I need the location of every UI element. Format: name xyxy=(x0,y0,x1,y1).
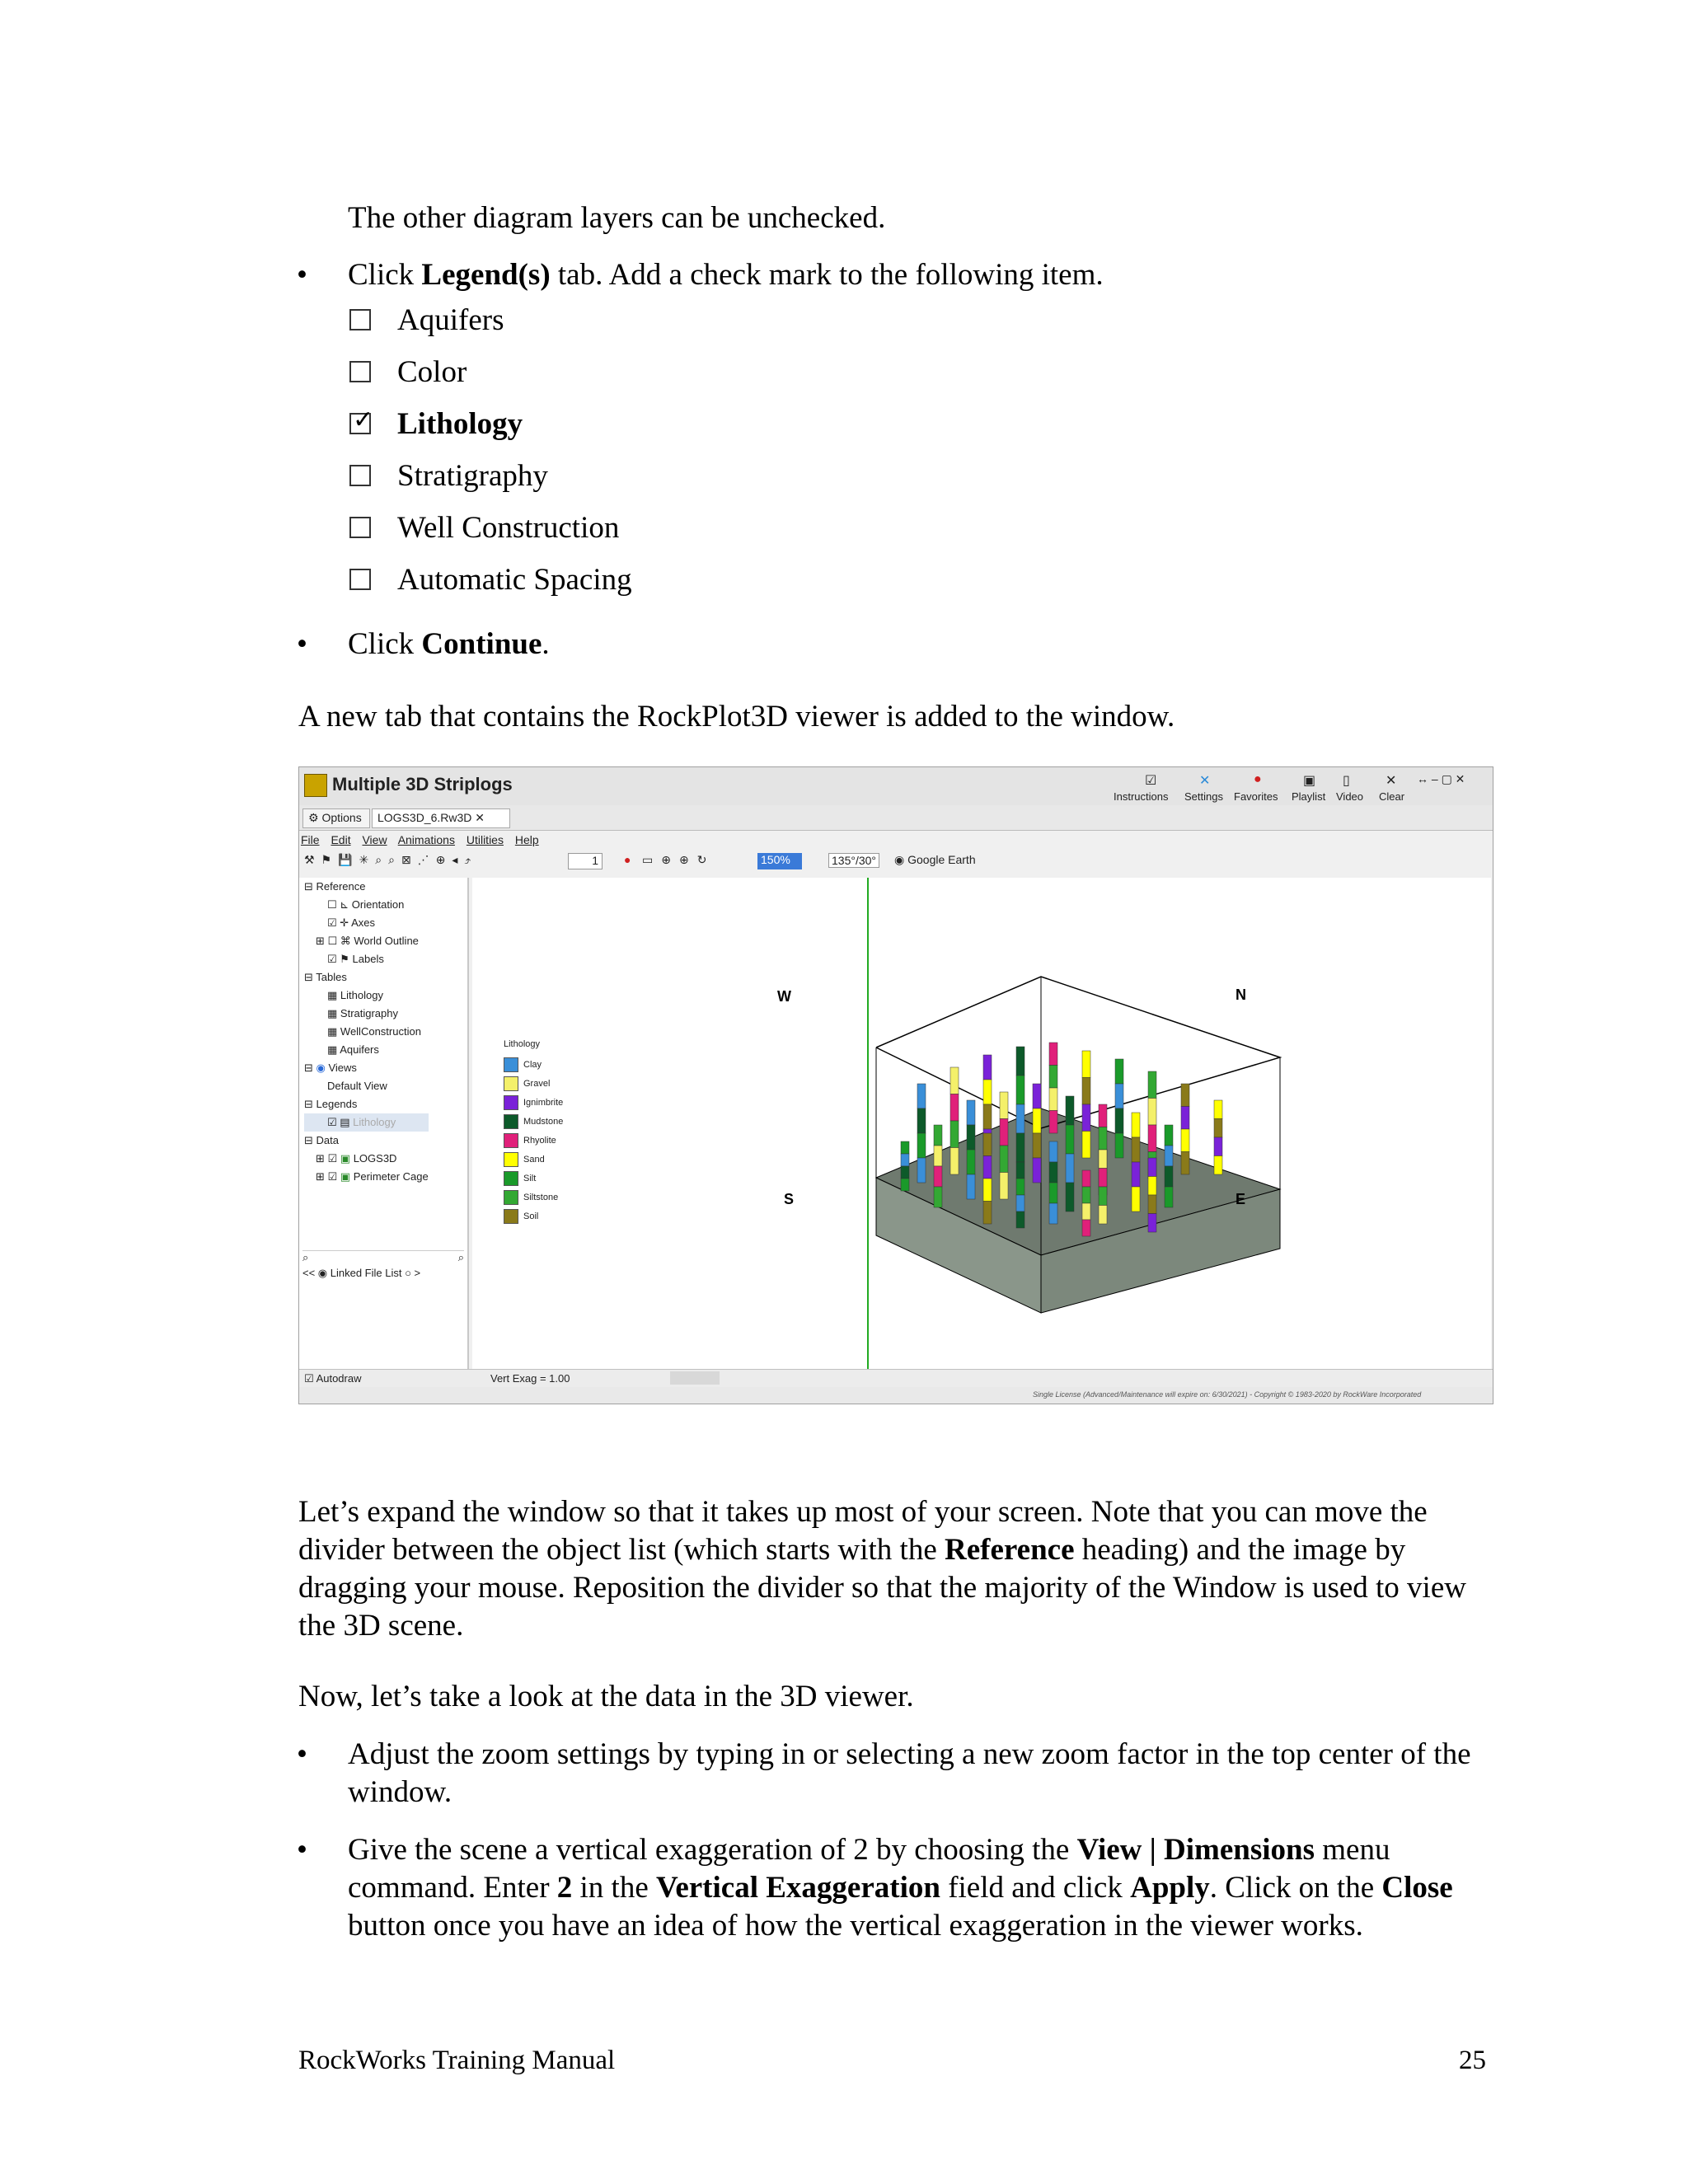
favorites-button[interactable]: Favorites xyxy=(1234,790,1278,803)
object-list-pane xyxy=(299,878,469,1369)
well-segment xyxy=(983,1080,992,1104)
settings-button[interactable]: Settings xyxy=(1184,790,1223,803)
well-segment xyxy=(1115,1133,1123,1158)
well-segment xyxy=(1066,1183,1074,1212)
legend-label: Silt xyxy=(523,1173,537,1183)
well-segment xyxy=(901,1154,909,1166)
zoom-select[interactable]: 150% xyxy=(757,853,802,869)
autodraw-checkbox[interactable]: ☑ Autodraw xyxy=(304,1372,362,1385)
divider-paragraph: Let’s expand the window so that it takes up most of your screen. Note that you can move the divider between the object list (which starts with the Reference heading) and the image by dragging your mouse. Reposition the divider so that the majority of the Window is used to view the 3D scene. xyxy=(298,1495,1466,1643)
look-at-data-line: Now, let’s take a look at the data in the 3D viewer. xyxy=(298,1680,914,1713)
well-segment xyxy=(1214,1137,1222,1156)
legend-label: Sand xyxy=(523,1154,545,1165)
tree-legends[interactable]: ⊟ Legends xyxy=(304,1098,358,1110)
well-segment xyxy=(901,1141,909,1154)
well-segment xyxy=(1148,1214,1156,1233)
checkbox-label-color: Color xyxy=(397,355,467,389)
bullet-dot: • xyxy=(297,258,307,292)
disabled-button xyxy=(670,1371,720,1385)
checkbox-lithology[interactable] xyxy=(349,405,374,434)
playlist-button[interactable]: Playlist xyxy=(1292,790,1326,803)
instructions-button[interactable]: Instructions xyxy=(1114,790,1169,803)
well-segment xyxy=(1115,1084,1123,1108)
well-segment xyxy=(1115,1108,1123,1133)
well-segment xyxy=(967,1174,975,1199)
app-title: Multiple 3D Striplogs xyxy=(332,774,513,794)
tab-options[interactable]: ⚙ Options xyxy=(302,808,370,828)
well-segment xyxy=(1099,1169,1107,1188)
rockplot3d-viewer[interactable] xyxy=(472,878,1491,1369)
well-segment xyxy=(950,1148,959,1175)
tree-axes[interactable]: ☑ ✛ Axes xyxy=(327,916,375,929)
well-segment xyxy=(1016,1212,1025,1228)
well-segment xyxy=(1082,1203,1090,1220)
well-segment xyxy=(1049,1088,1057,1111)
well-segment xyxy=(1082,1220,1090,1236)
vert-exag-readout: Vert Exag = 1.00 xyxy=(490,1372,570,1385)
google-earth-button[interactable]: ◉ Google Earth xyxy=(894,853,976,866)
well-segment xyxy=(1000,1092,1008,1119)
status-bar xyxy=(299,1369,1493,1388)
well-segment xyxy=(983,1156,992,1179)
clear-button[interactable]: Clear xyxy=(1379,790,1405,803)
well-segment xyxy=(1148,1099,1156,1126)
tree-orientation[interactable]: ☐ ⊾ Orientation xyxy=(327,898,405,911)
legend-instruction: Click Legend(s) tab. Add a check mark to the following item. xyxy=(348,258,1104,292)
checkbox-label-aquifers: Aquifers xyxy=(397,303,504,337)
menu-help[interactable]: Help xyxy=(514,833,539,846)
menu-edit[interactable]: Edit xyxy=(331,833,351,846)
tree-legend-lithology[interactable]: ☑ ▤ Lithology xyxy=(304,1113,429,1132)
checkbox-label-well-construction: Well Construction xyxy=(397,511,620,545)
tree-logs3d[interactable]: ⊞ ☑ ▣ LOGS3D xyxy=(316,1152,397,1165)
tree-tables[interactable]: ⊟ Tables xyxy=(304,971,347,983)
well-segment xyxy=(1181,1152,1189,1175)
well-segment xyxy=(1099,1127,1107,1151)
app-logo-icon xyxy=(304,774,327,797)
well-segment xyxy=(1016,1179,1025,1195)
well-segment xyxy=(917,1133,926,1158)
well-segment xyxy=(917,1108,926,1133)
well-segment xyxy=(1000,1146,1008,1173)
menu-view[interactable]: View xyxy=(362,833,387,846)
well-segment xyxy=(1148,1158,1156,1177)
intro-line: The other diagram layers can be unchecked. xyxy=(348,201,886,235)
well-segment xyxy=(1082,1170,1090,1187)
tree-views[interactable]: ⊟ ◉ Views xyxy=(304,1062,357,1074)
bullet-dot: • xyxy=(297,627,307,661)
well-segment xyxy=(1148,1195,1156,1214)
well-segment xyxy=(1049,1141,1057,1162)
well-segment xyxy=(1099,1187,1107,1206)
tree-labels[interactable]: ☑ ⚑ Labels xyxy=(327,953,384,965)
well-segment xyxy=(967,1150,975,1174)
title-bar xyxy=(299,767,1493,805)
well-segment xyxy=(1033,1158,1041,1183)
tree-perimeter-cage[interactable]: ⊞ ☑ ▣ Perimeter Cage xyxy=(316,1170,429,1183)
checkbox-well-construction[interactable] xyxy=(349,517,371,538)
well-segment xyxy=(1148,1177,1156,1196)
well-segment xyxy=(1016,1133,1025,1162)
well-segment xyxy=(1181,1107,1189,1130)
well-segment xyxy=(1132,1113,1140,1137)
well-segment xyxy=(1082,1104,1090,1132)
tree-table-stratigraphy[interactable]: ▦ Stratigraphy xyxy=(327,1007,398,1019)
globe-icon: ◉ xyxy=(894,853,905,866)
well-segment xyxy=(1214,1100,1222,1119)
well-segment xyxy=(1033,1108,1041,1133)
well-segment xyxy=(983,1133,992,1156)
well-segment xyxy=(1016,1047,1025,1076)
tree-table-lithology[interactable]: ▦ Lithology xyxy=(327,989,383,1001)
legend-title: Lithology xyxy=(504,1039,541,1049)
new-tab-line: A new tab that contains the RockPlot3D viewer is added to the window. xyxy=(298,700,1175,733)
well-segment xyxy=(1016,1104,1025,1133)
well-segment xyxy=(1016,1195,1025,1212)
well-segment xyxy=(1049,1203,1057,1224)
well-segment xyxy=(1099,1104,1107,1127)
record-icon[interactable]: ● xyxy=(624,853,631,866)
well-segment xyxy=(983,1104,992,1129)
well-segment xyxy=(1000,1119,1008,1146)
well-segment xyxy=(1082,1051,1090,1078)
well-segment xyxy=(1214,1156,1222,1175)
video-icon[interactable]: ▯ xyxy=(1343,774,1350,788)
legend-label: Siltstone xyxy=(523,1192,559,1202)
checkbox-label-stratigraphy: Stratigraphy xyxy=(397,459,548,493)
well-segment xyxy=(1049,1043,1057,1066)
well-segment xyxy=(1099,1206,1107,1225)
compass-n: N xyxy=(1236,987,1246,1003)
well-segment xyxy=(1000,1173,1008,1200)
well-segment xyxy=(983,1179,992,1202)
well-segment xyxy=(1132,1162,1140,1187)
well-segment xyxy=(917,1158,926,1183)
well-segment xyxy=(934,1187,942,1207)
toolbar xyxy=(301,851,1488,874)
frame-input[interactable]: 1 xyxy=(568,853,603,869)
video-button[interactable]: Video xyxy=(1336,790,1364,803)
well-segment xyxy=(1115,1059,1123,1084)
well-segment xyxy=(1066,1096,1074,1125)
footer-title: RockWorks Training Manual xyxy=(298,2046,616,2075)
app-window-screenshot xyxy=(298,766,1493,1404)
well-segment xyxy=(1181,1129,1189,1152)
well-segment xyxy=(1099,1150,1107,1169)
tab-logs3d[interactable]: LOGS3D_6.Rw3D ✕ xyxy=(372,808,510,828)
vertical-exaggeration-instruction: Give the scene a vertical exaggeration of 2 by choosing the View | Dimensions menu command. Enter 2 in the Vertical Exaggeration field and click Apply. Click on the Close button once you have an idea of how the vertical exaggeration in the viewer works. xyxy=(348,1833,1453,1943)
zoom-in-icon[interactable]: ⌕ xyxy=(302,1251,309,1263)
well-segment xyxy=(1148,1125,1156,1152)
tree-world-outline[interactable]: ⊞ ☐ ⌘ World Outline xyxy=(316,935,419,947)
well-segment xyxy=(1082,1132,1090,1159)
well-segment xyxy=(1049,1066,1057,1089)
well-segment xyxy=(934,1166,942,1187)
favorites-icon[interactable]: ● xyxy=(1254,772,1262,786)
well-segment xyxy=(983,1055,992,1080)
well-segment xyxy=(1033,1133,1041,1158)
tree-table-wellconstruction[interactable]: ▦ WellConstruction xyxy=(327,1025,421,1038)
well-segment xyxy=(1082,1078,1090,1105)
legend-label: Soil xyxy=(523,1211,539,1221)
well-segment xyxy=(934,1146,942,1166)
well-segment xyxy=(1165,1166,1173,1187)
well-segment xyxy=(1165,1125,1173,1146)
well-segment xyxy=(1132,1137,1140,1162)
angle-field[interactable]: 135°/30° xyxy=(828,853,879,868)
well-segment xyxy=(983,1202,992,1225)
well-segment xyxy=(950,1067,959,1094)
well-segment xyxy=(1033,1084,1041,1108)
compass-e: E xyxy=(1236,1191,1246,1207)
well-segment xyxy=(1181,1084,1189,1107)
well-segment xyxy=(967,1125,975,1150)
tree-data[interactable]: ⊟ Data xyxy=(304,1134,339,1146)
legend-label: Mudstone xyxy=(523,1116,564,1127)
tab-strip xyxy=(299,805,1493,831)
well-segment xyxy=(1066,1154,1074,1183)
tree-reference[interactable]: ⊟ Reference xyxy=(304,880,366,893)
well-segment xyxy=(1049,1111,1057,1134)
well-segment xyxy=(950,1094,959,1122)
legend-label: Gravel xyxy=(523,1078,551,1089)
zoom-instruction: Adjust the zoom settings by typing in or selecting a new zoom factor in the top center of the window. xyxy=(348,1737,1471,1809)
instructions-icon[interactable]: ☑ xyxy=(1145,774,1157,788)
well-segment xyxy=(1016,1076,1025,1104)
well-segment xyxy=(1016,1162,1025,1179)
close-icon[interactable]: ✕ xyxy=(475,811,485,824)
menu-file[interactable]: File xyxy=(301,833,320,846)
checkbox-label-lithology: Lithology xyxy=(397,407,523,441)
clear-icon[interactable]: ✕ xyxy=(1386,774,1397,788)
well-segment xyxy=(1066,1125,1074,1154)
checkbox-label-automatic-spacing: Automatic Spacing xyxy=(397,563,632,597)
well-segment xyxy=(1165,1146,1173,1166)
toolbar-icons[interactable]: ⚒⚑💾✳⌕⌕⊠⋰⊕◂⤴ xyxy=(304,853,478,866)
well-segment xyxy=(901,1179,909,1191)
playlist-icon[interactable]: ▣ xyxy=(1303,774,1316,788)
check-mark-icon: ✓ xyxy=(353,405,374,434)
well-segment xyxy=(1049,1183,1057,1203)
compass-s: S xyxy=(784,1191,795,1207)
bullet-dot: • xyxy=(297,1737,307,1771)
well-segment xyxy=(967,1100,975,1125)
checkbox-aquifers[interactable] xyxy=(349,309,371,330)
settings-icon[interactable]: ✕ xyxy=(1199,774,1211,788)
compass-w: W xyxy=(777,988,791,1005)
menu-utilities[interactable]: Utilities xyxy=(466,833,504,846)
view-tools-icons[interactable]: ▭⊕⊕↻ xyxy=(642,853,715,866)
legend-label: Ignimbrite xyxy=(523,1097,564,1108)
well-segment xyxy=(1165,1187,1173,1207)
well-segment xyxy=(1082,1187,1090,1203)
menu-bar xyxy=(301,833,547,846)
page-number: 25 xyxy=(1459,2046,1486,2075)
well-segment xyxy=(1214,1119,1222,1138)
linked-file-list[interactable]: << ◉ Linked File List ○ > xyxy=(302,1267,421,1279)
checkbox-color[interactable] xyxy=(349,361,371,382)
gear-icon: ⚙ xyxy=(308,811,319,824)
well-segment xyxy=(950,1121,959,1148)
zoom-out-icon[interactable]: ⌕ xyxy=(457,1251,464,1263)
tree-table-aquifers[interactable]: ▦ Aquifers xyxy=(327,1043,379,1056)
copyright-line: Single License (Advanced/Maintenance will expire on: 6/30/2021) - Copyright © 1983-2020 by RockWare Incorporated xyxy=(299,1387,1493,1404)
window-controls-icon[interactable]: ↔ – ▢ ✕ xyxy=(1417,772,1465,785)
well-segment xyxy=(1148,1071,1156,1099)
well-segment xyxy=(901,1166,909,1179)
well-segment xyxy=(934,1125,942,1146)
menu-animations[interactable]: Animations xyxy=(397,833,455,846)
bullet-dot: • xyxy=(297,1833,307,1867)
tree-default-view[interactable]: Default View xyxy=(327,1080,387,1092)
3d-scene xyxy=(472,878,1491,1369)
well-segment xyxy=(1132,1187,1140,1212)
checkbox-automatic-spacing[interactable] xyxy=(349,569,371,590)
well-segment xyxy=(1049,1162,1057,1183)
checkbox-stratigraphy[interactable] xyxy=(349,465,371,486)
legend-label: Rhyolite xyxy=(523,1135,556,1146)
well-segment xyxy=(917,1084,926,1108)
continue-instruction: Click Continue. xyxy=(348,627,550,661)
legend-label: Clay xyxy=(523,1059,542,1070)
